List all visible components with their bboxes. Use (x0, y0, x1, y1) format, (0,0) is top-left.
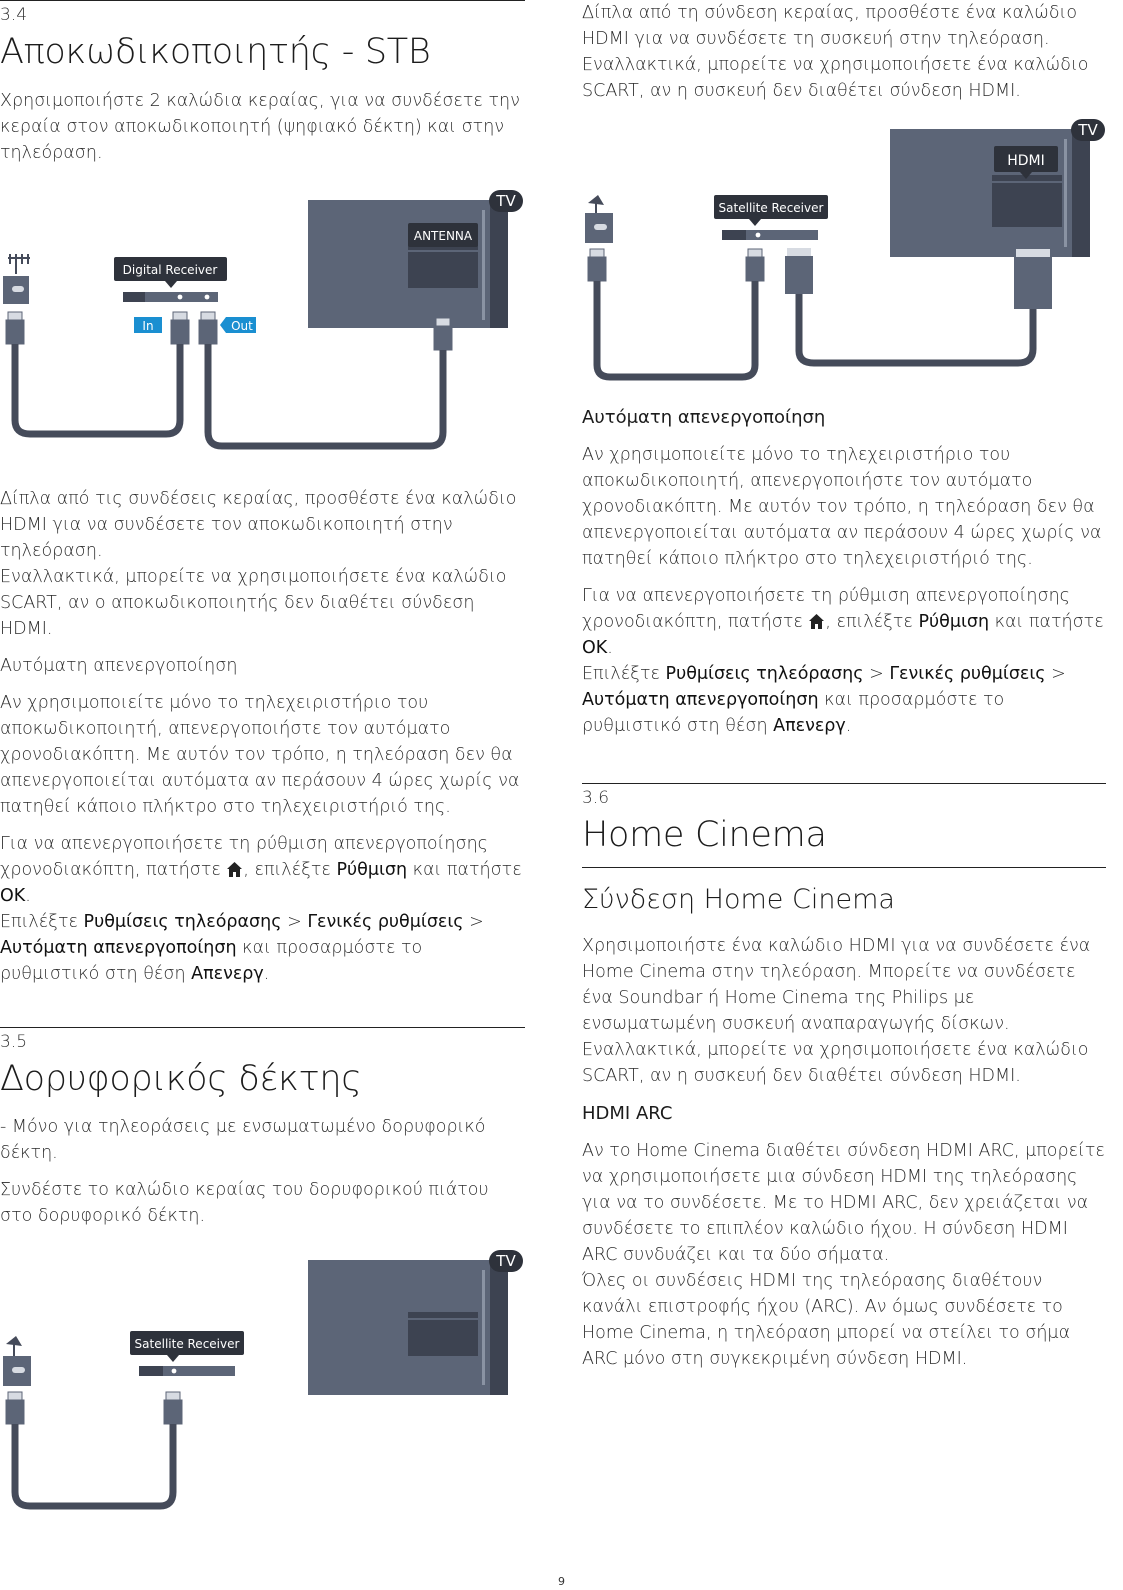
section-title-satellite: Δορυφορικός δέκτης (0, 1058, 362, 1099)
home-icon (226, 861, 243, 878)
section-number: 3.6 (582, 788, 610, 808)
auto-off-text: Αν χρησιμοποιείτε μόνο το τηλεχειριστήριο του αποκωδικοποιητή, απενεργοποιήστε τον αυτόματο χρονοδιακόπτη. Με αυτόν τον τρόπο, η τηλεόραση δεν θα απενεργοποιείται αυτόματα αν περάσουν 4 ώρες χωρίς να πατηθεί κάποιο πλήκτρο στο τηλεχειριστήριό της. (582, 445, 1102, 569)
section-title-stb: Αποκωδικοποιητής - STB (0, 32, 431, 72)
antenna-port-label: ANTENNA (413, 228, 473, 243)
antenna-cable-in (15, 344, 180, 434)
antenna-cable-out (208, 344, 443, 446)
auto-off-heading: Αυτόματη απενεργοποίηση (582, 407, 826, 428)
satellite-hdmi-diagram (582, 115, 1106, 405)
satellite-dish-icon (6, 1336, 22, 1356)
section-divider (582, 783, 1106, 784)
receiver-label: Digital Receiver (122, 262, 218, 277)
section-divider (0, 0, 525, 1)
in-label: In (142, 318, 154, 333)
antenna-icon (8, 254, 30, 274)
hdmi-plug-tv (1014, 257, 1052, 309)
section-divider (0, 1027, 525, 1028)
home-icon (808, 613, 825, 630)
section-number: 3.5 (0, 1031, 28, 1052)
satellite-cable (597, 281, 755, 377)
left-column (0, 0, 525, 1520)
hdmi-arc-text: Αν το Home Cinema διαθέτει σύνδεση HDMI ARC, μπορείτε να χρησιμοποιήσετε μια σύνδεση HDMI της τηλεόρασης για να το συνδέσετε. Με το HDMI ARC, δεν χρειάζεται να συνδέσετε το επιπλέον καλώδιο ήχου. Η σύνδεση HDMI ARC συνδυάζει και τα δύο σήματα. Όλες οι συνδέσεις HDMI της τηλεόρασης διαθέτουν κανάλι επιστροφής ήχου (ARC). Αν όμως συνδέσετε το Home Cinema, η τηλεόραση μπορεί να στείλει το σήμα ARC μόνο στη συγκεκριμένη σύνδεση HDMI. (582, 1140, 1105, 1369)
tv-label: TV (496, 1252, 516, 1270)
stb-hdmi-text: Δίπλα από τις συνδέσεις κεραίας, προσθέστε ένα καλώδιο HDMI για να συνδέσετε τον αποκωδικοποιητή στην τηλεόραση. Εναλλακτικά, μπορείτε να χρησιμοποιήσετε ένα καλώδιο SCART, αν ο αποκωδικοποιητής δεν διαθέτει σύνδεση HDMI. (0, 488, 517, 639)
stb-intro: Χρησιμοποιήστε 2 καλώδια κεραίας, για να συνδέσετε την κεραία στον αποκωδικοποιητή (ψηφιακό δέκτη) και στην τηλεόραση. (0, 90, 520, 163)
hdmi-plug-receiver (785, 256, 813, 294)
subsection-divider (582, 867, 1106, 868)
right-column (582, 0, 1106, 1383)
section-number: 3.4 (0, 5, 28, 25)
out-label: Out (231, 318, 253, 333)
home-cinema-text: Χρησιμοποιήστε ένα καλώδιο HDMI για να συνδέσετε ένα Home Cinema στην τηλεόραση. Μπορείτε να συνδέσετε ένα Soundbar ή Home Cinema της Philips με ενσωματωμένη συσκευή αναπαραγωγής δίσκων. Εναλλακτικά, μπορείτε να χρησιμοποιήσετε ένα καλώδιο SCART, αν η συσκευή δεν διαθέτει σύνδεση HDMI. (582, 935, 1091, 1086)
subsection-title: Σύνδεση Home Cinema (582, 883, 895, 915)
tv-label: TV (496, 191, 516, 210)
receiver-label: Satellite Receiver (718, 201, 824, 215)
satellite-connection-diagram (0, 1240, 525, 1520)
auto-off-steps: Για να απενεργοποιήσετε τη ρύθμιση απενεργοποίησης χρονοδιακόπτη, πατήστε , επιλέξτε Ρύθμιση και πατήστε OK. Επιλέξτε Ρυθμίσεις τηλεόρασης > Γενικές ρυθμίσεις > Αυτόματη απενεργοποίηση και προσαρμόστε το ρυθμιστικό στη θέση Απενεργ. (0, 833, 522, 984)
section-title-home-cinema: Home Cinema (582, 815, 827, 855)
page-number: 9 (558, 1575, 565, 1588)
hdmi-arc-heading: HDMI ARC (582, 1102, 673, 1124)
auto-off-steps: Για να απενεργοποιήσετε τη ρύθμιση απενεργοποίησης χρονοδιακόπτη, πατήστε , επιλέξτε Ρύθμιση και πατήστε OK. Επιλέξτε Ρυθμίσεις τηλεόρασης > Γενικές ρυθμίσεις > Αυτόματη απενεργοποίηση και προσαρμόστε το ρυθμιστικό στη θέση Απενεργ. (582, 586, 1104, 736)
tv-label: TV (1078, 121, 1098, 139)
satellite-text: Συνδέστε το καλώδιο κεραίας του δορυφορικού πιάτου στο δορυφορικό δέκτη. (0, 1180, 489, 1226)
stb-connection-diagram (0, 180, 525, 480)
hdmi-port-label: HDMI (1007, 153, 1045, 169)
satellite-dish-icon (588, 195, 604, 213)
hdmi-cable (799, 294, 1033, 363)
satellite-cable (15, 1424, 173, 1506)
receiver-label: Satellite Receiver (134, 1337, 240, 1351)
auto-off-heading: Αυτόματη απενεργοποίηση (0, 655, 238, 676)
satellite-note: - Μόνο για τηλεοράσεις με ενσωματωμένο δορυφορικό δέκτη. (0, 1117, 486, 1163)
satellite-hdmi-text: Δίπλα από τη σύνδεση κεραίας, προσθέστε ένα καλώδιο HDMI για να συνδέσετε τη συσκευή στην τηλεόραση. Εναλλακτικά, μπορείτε να χρησιμοποιήσετε ένα καλώδιο SCART, αν η συσκευή δεν διαθέτει σύνδεση HDMI. (582, 3, 1089, 101)
auto-off-text: Αν χρησιμοποιείτε μόνο το τηλεχειριστήριο του αποκωδικοποιητή, απενεργοποιήστε τον αυτόματο χρονοδιακόπτη. Με αυτόν τον τρόπο, η τηλεόραση δεν θα απενεργοποιείται αυτόματα αν περάσουν 4 ώρες χωρίς να πατηθεί κάποιο πλήκτρο στο τηλεχειριστήριό της. (0, 692, 520, 817)
